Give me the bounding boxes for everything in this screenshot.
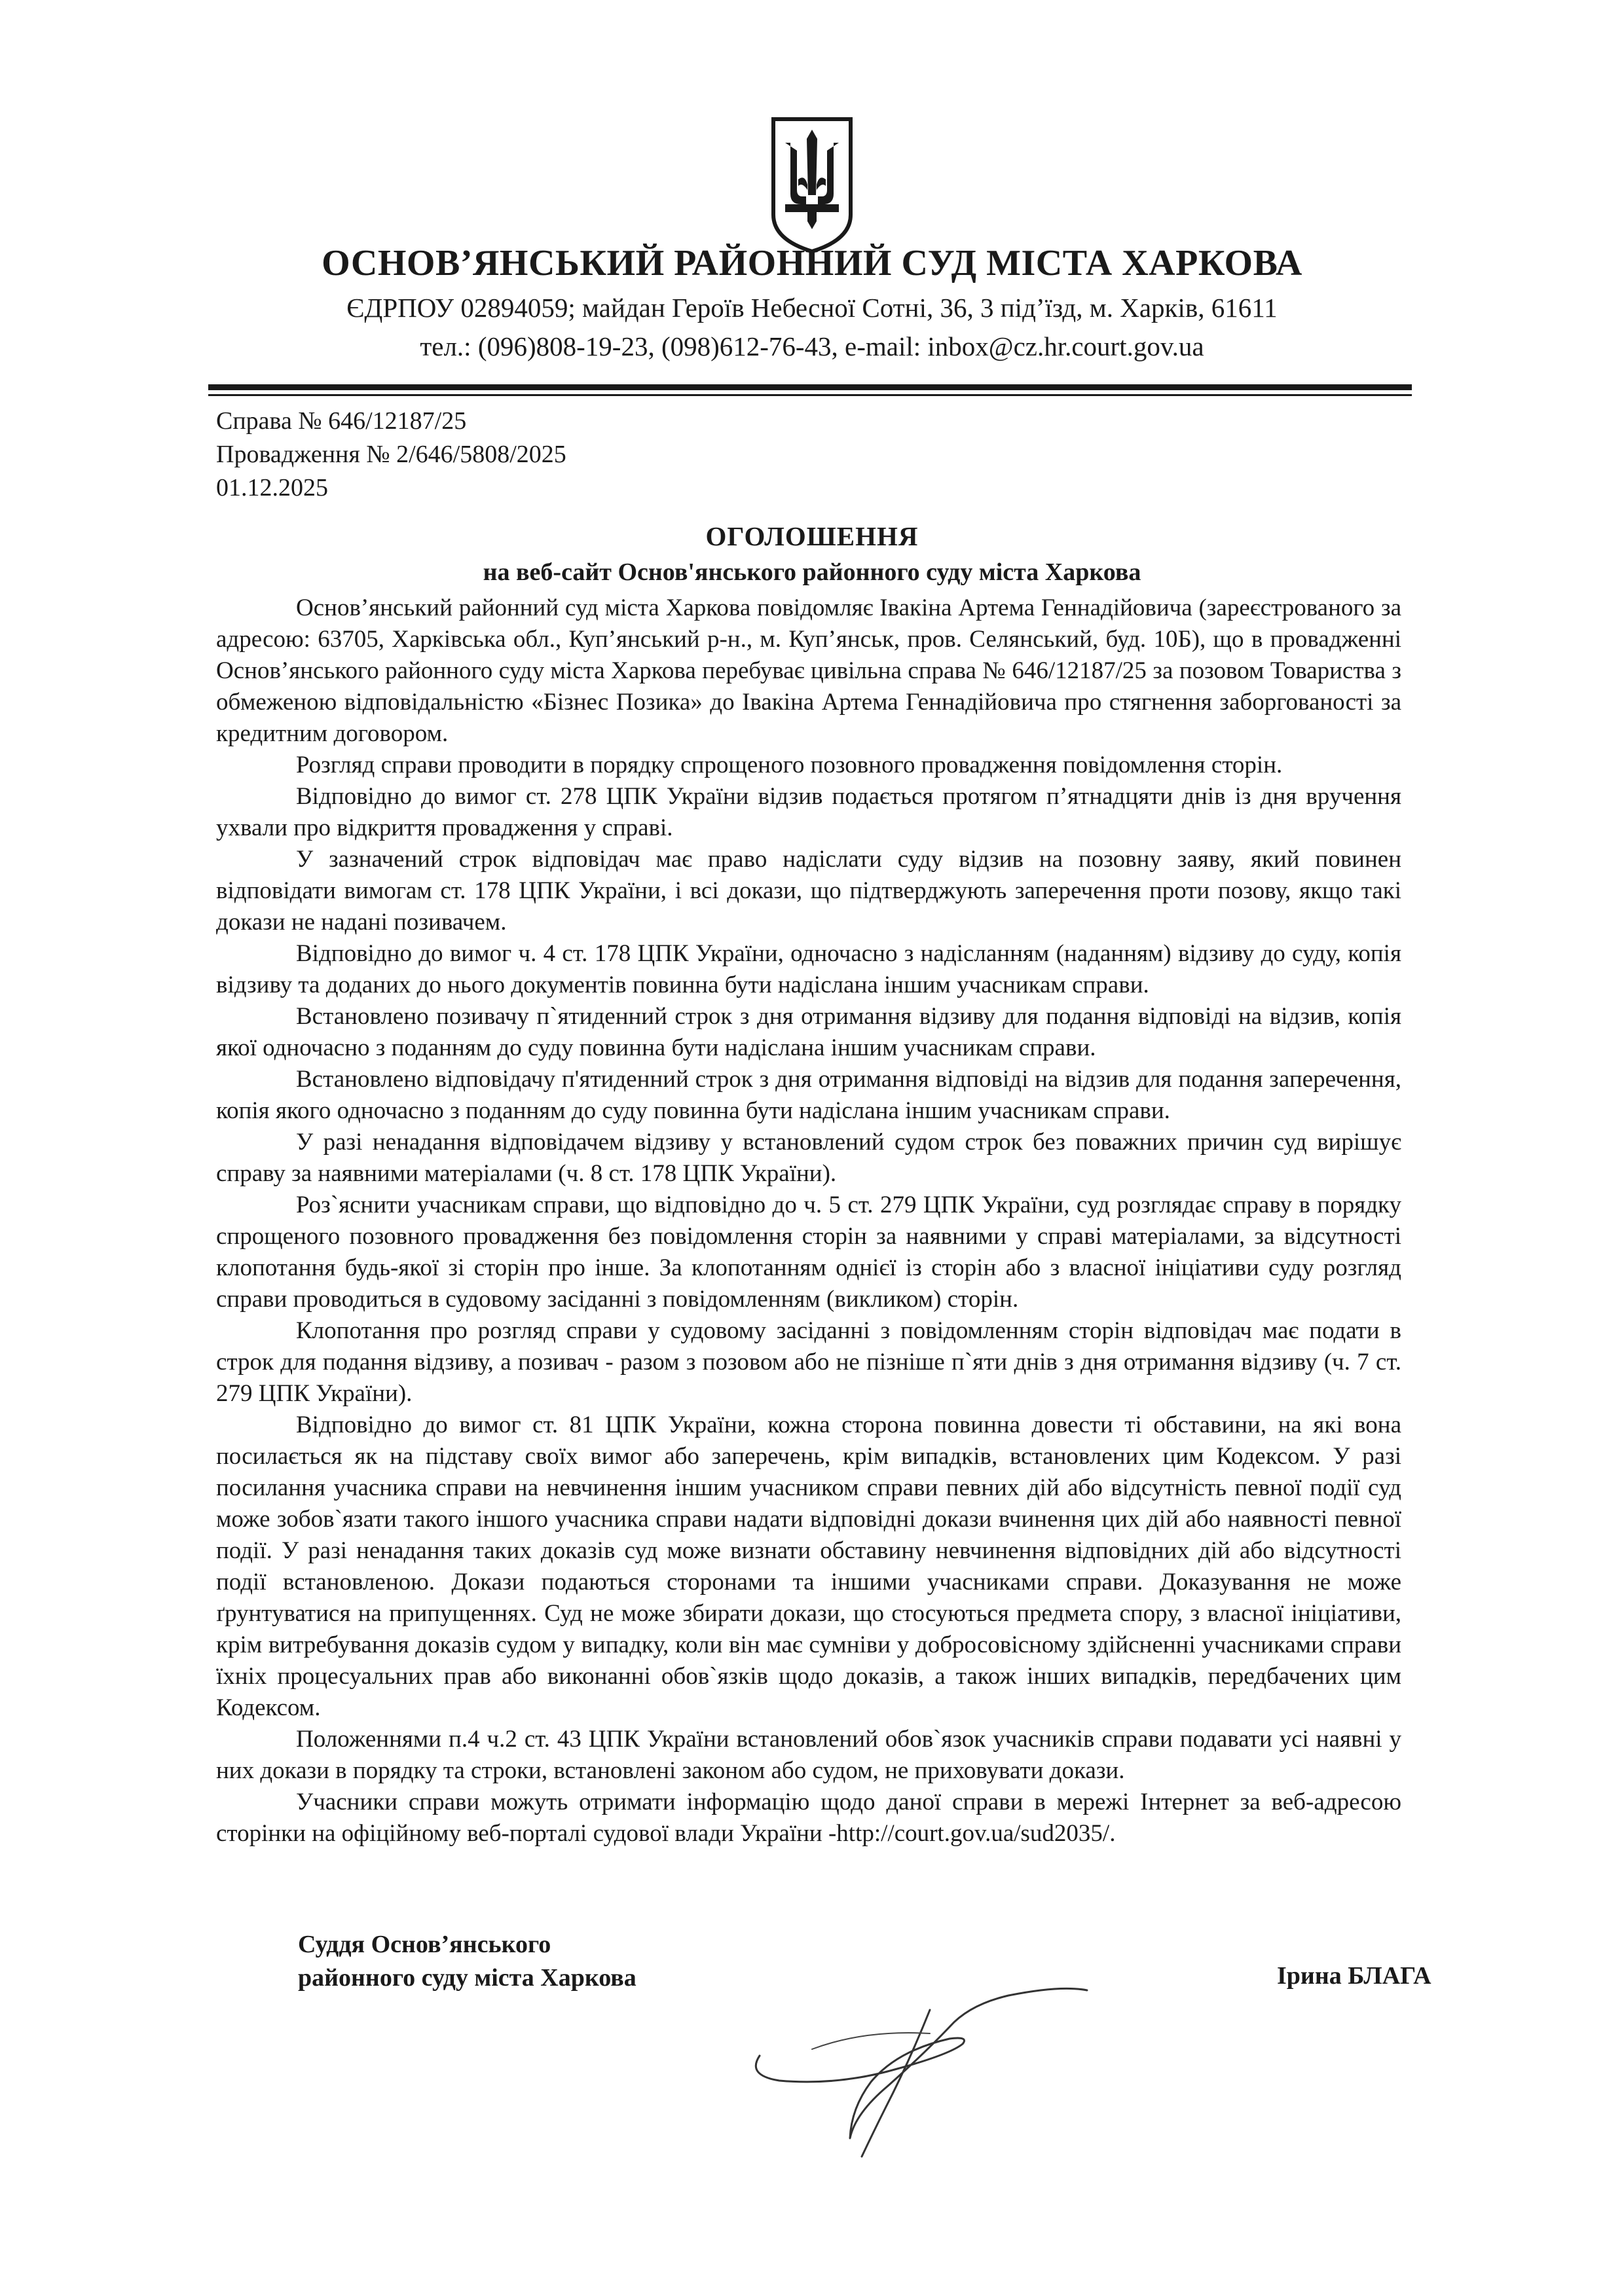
- announcement-subtitle: на веб-сайт Основ'янського районного суду міста Харкова: [483, 558, 1141, 586]
- paragraph: Відповідно до вимог ст. 278 ЦПК України відзив подається протягом п’ятнадцяти днів із дня вручення ухвали про відкриття провадження у справі.: [216, 783, 1401, 841]
- case-number: Справа № 646/12187/25: [216, 407, 467, 435]
- court-contacts: тел.: (096)808-19-23, (098)612-76-43, e-mail: inbox@cz.hr.court.gov.ua: [420, 331, 1204, 361]
- proceeding-number: Провадження № 2/646/5808/2025: [216, 441, 566, 468]
- paragraph: Розгляд справи проводити в порядку спрощеного позовного провадження повідомлення сторін.: [296, 752, 1283, 778]
- court-address: ЄДРПОУ 02894059; майдан Героїв Небесної Сотні, 36, 3 під’їзд, м. Харків, 61611: [346, 293, 1278, 323]
- paragraph: Відповідно до вимог ст. 81 ЦПК України, кожна сторона повинна довести ті обставини, на які вона посилається як на підставу своїх вимог або заперечень, крім випадків, встановлених цим Кодексом. У разі посилання учасника справи на невчинення іншим учасником справи певних дій або відсутність певної події суд може зобов`язати такого іншого учасника справи надати відповідні докази вчинення цих дій або наявності певної події. У разі ненадання таких доказів суд може визнати обставину невчинення відповідних дій або відсутності події встановленою. Докази подаються сторонами та іншими учасниками справи. Доказування не може ґрунтуватися на припущеннях. Суд не може збирати докази, що стосуються предмета спору, з власної ініціативи, крім витребування доказів судом у випадку, коли він має сумніви у добросовісному здійсненні учасниками справи їхніх процесуальних прав або виконанні обов`язків щодо доказів, а також інших випадків, передбачених цим Кодексом.: [216, 1412, 1401, 1721]
- judge-title: [298, 1928, 637, 1995]
- paragraph: Основ’янський районний суд міста Харкова повідомляє Івакіна Артема Геннадійовича (зареєстрованого за адресою: 63705, Харківська обл., Куп’янський р-н., м. Куп’янськ, пров. Селянський, буд. 10Б), що в провадженні Основ’янського районного суду міста Харкова перебуває цивільна справа № 646/12187/25 за позовом Товариства з обмеженою відповідальністю «Бізнес Позика» до Івакіна Артема Геннадійовича про стягнення заборгованості за кредитним договором.: [216, 594, 1401, 747]
- paragraph: Положеннями п.4 ч.2 ст. 43 ЦПК України встановлений обов`язок учасників справи подавати усі наявні у них докази в порядку та строки, встановлені законом або судом, не приховувати докази.: [216, 1726, 1401, 1784]
- paragraph: Встановлено відповідачу п'ятиденний строк з дня отримання відповіді на відзив для подання заперечення, копія якого одночасно з поданням до суду повинна бути надіслана іншим учасникам справи.: [216, 1066, 1401, 1124]
- paragraph: Встановлено позивачу п`ятиденний строк з дня отримання відзиву для подання відповіді на відзив, копія якої одночасно з поданням до суду повинна бути надіслана іншим учасникам справи.: [216, 1003, 1401, 1061]
- paragraph: Відповідно до вимог ч. 4 ст. 178 ЦПК України, одночасно з надісланням (наданням) відзиву до суду, копія відзиву та доданих до нього документів повинна бути надіслана іншим учасникам справи.: [216, 940, 1401, 998]
- document-date: 01.12.2025: [216, 474, 328, 501]
- trident-emblem-icon: [769, 117, 855, 254]
- header-divider-thick: [208, 384, 1412, 390]
- court-name: ОСНОВ’ЯНСЬКИЙ РАЙОННИЙ СУД МІСТА ХАРКОВА: [322, 243, 1302, 283]
- judge-title-line1: Суддя Основ’янського: [298, 1931, 551, 1958]
- paragraph: Учасники справи можуть отримати інформацію щодо даної справи в мережі Інтернет за веб-адресою сторінки на офіційному веб-порталі судової влади України -http://court.gov.ua/sud2035/.: [216, 1789, 1401, 1847]
- announcement-title: ОГОЛОШЕННЯ: [705, 521, 919, 551]
- case-meta: [216, 405, 566, 505]
- handwritten-signature-icon: [733, 1971, 1100, 2167]
- paragraph: Роз`яснити учасникам справи, що відповідно до ч. 5 ст. 279 ЦПК України, суд розглядає справу в порядку спрощеного позовного провадження без повідомлення сторін за наявними у справі матеріалами, за відсутності клопотання будь-якої зі сторін про інше. За клопотанням однієї із сторін або з власної ініціативи суду розгляд справи проводиться в судовому засіданні з повідомленням (викликом) сторін.: [216, 1192, 1401, 1313]
- header-divider-thin: [208, 394, 1412, 396]
- paragraph: У зазначений строк відповідач має право надіслати суду відзив на позовну заяву, який повинен відповідати вимогам ст. 178 ЦПК України, і всі докази, що підтверджують заперечення проти позову, якщо такі докази не надані позивачем.: [216, 846, 1401, 936]
- judge-name: Ірина БЛАГА: [1277, 1962, 1431, 1990]
- paragraph: У разі ненадання відповідачем відзиву у встановлений судом строк без поважних причин суд вирішує справу за наявними матеріалами (ч. 8 ст. 178 ЦПК України).: [216, 1129, 1401, 1187]
- announcement-body: [216, 592, 1401, 1850]
- paragraph: Клопотання про розгляд справи у судовому засіданні з повідомленням сторін відповідач має подати в строк для подання відзиву, а позивач - разом з позовом або не пізніше п`яти днів з дня отримання відзиву (ч. 7 ст. 279 ЦПК України).: [216, 1317, 1401, 1407]
- judge-title-line2: районного суду міста Харкова: [298, 1964, 637, 1992]
